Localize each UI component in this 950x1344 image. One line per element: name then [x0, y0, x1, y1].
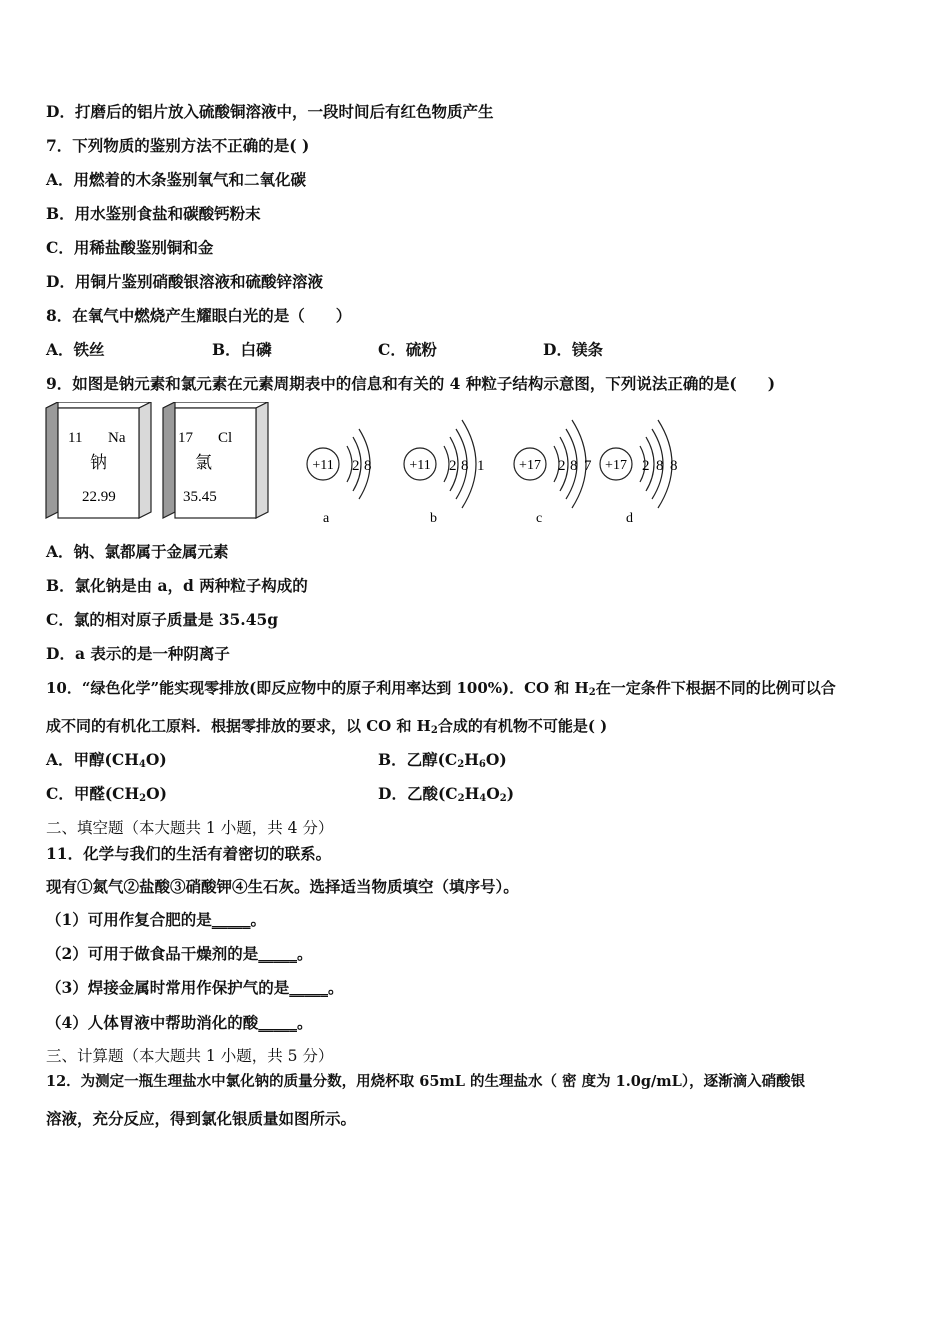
q9-figure: [44, 402, 694, 532]
q10-option-c: C．甲醛$(CH_2O)$: [46, 784, 167, 804]
na-symbol: Na: [108, 430, 126, 446]
particle-b-shell-1: 2: [449, 458, 457, 474]
particle-c: [514, 420, 592, 526]
q7-option-c: C．用稀盐酸鉴别铜和金: [46, 238, 214, 257]
element-card-chlorine: [163, 402, 268, 518]
particle-a-nucleus: +11: [312, 458, 334, 473]
q12-stem-line-1: 12．为测定一瓶生理盐水中氯化钠的质量分数，用烧杯取 65mL 的生理盐水（ 密 度为 1.0g/mL），逐渐滴入硝酸银: [46, 1073, 806, 1090]
particle-a-label: a: [323, 511, 330, 526]
particle-b-shell-3: 1: [477, 458, 485, 474]
q11-item-1: （1）可用作复合肥的是_____。: [46, 910, 267, 929]
q11-item-3: （3）焊接金属时常用作保护气的是_____。: [46, 978, 344, 997]
q8-stem: 8．在氧气中燃烧产生耀眼白光的是（ ）: [46, 306, 352, 325]
q9-option-d: D．a 表示的是一种阴离子: [46, 644, 230, 663]
q6-option-d: D．打磨后的铝片放入硫酸铜溶液中，一段时间后有红色物质产生: [46, 102, 494, 121]
particle-b-shell-2: 8: [461, 458, 469, 474]
q8-option-d: D．镁条: [543, 340, 603, 359]
q10-stem-line-2: 成不同的有机化工原料．根据零排放的要求，以 CO 和 $H_2$合成的有机物不可能是( ): [46, 717, 608, 736]
q9-option-b: B．氯化钠是由 a，d 两种粒子构成的: [46, 576, 308, 595]
q8-option-a: A．铁丝: [46, 340, 105, 359]
particle-c-shell-3: 7: [584, 458, 592, 474]
q7-option-b: B．用水鉴别食盐和碳酸钙粉末: [46, 204, 261, 223]
section-2-title: 二、填空题（本大题共 1 小题，共 4 分）: [46, 819, 334, 837]
q12-stem-line-2: 溶液，充分反应，得到氯化银质量如图所示。: [46, 1109, 357, 1128]
cl-name: 氯: [195, 453, 212, 472]
cl-symbol: Cl: [218, 430, 233, 446]
q10-option-d: D．乙酸$(C_2H_4O_2)$: [378, 784, 515, 804]
particle-c-label: c: [536, 511, 543, 526]
q10-stem-line-1: 10．“绿色化学”能实现零排放(即反应物中的原子利用率达到 100%)．CO 和 $H_2$在一定条件下根据不同的比例可以合: [46, 679, 836, 698]
cl-atomic-number: 17: [178, 430, 193, 446]
cl-mass: 35.45: [183, 489, 217, 505]
particle-b: [404, 420, 485, 526]
na-atomic-number: 11: [68, 430, 83, 446]
q10-option-b: B．乙醇$(C_2H_6O)$: [378, 750, 507, 770]
q11-intro: 现有①氮气②盐酸③硝酸钾④生石灰。选择适当物质填空（填序号）。: [46, 877, 519, 896]
q11-item-2: （2）可用于做食品干燥剂的是_____。: [46, 944, 313, 963]
q9-option-a: A．钠、氯都属于金属元素: [46, 542, 229, 561]
element-card-sodium: [46, 402, 151, 518]
q9-stem: 9．如图是钠元素和氯元素在元素周期表中的信息和有关的 4 种粒子结构示意图，下列说法正确的是( ): [46, 374, 776, 393]
particle-c-shell-2: 8: [570, 458, 578, 474]
particle-c-nucleus: +17: [519, 458, 541, 473]
na-mass: 22.99: [82, 489, 116, 505]
particle-d-shell-3: 8: [670, 458, 678, 474]
particle-b-label: b: [430, 511, 437, 526]
q8-option-c: C．硫粉: [378, 340, 437, 359]
particle-d-label: d: [626, 511, 633, 526]
section-3-title: 三、计算题（本大题共 1 小题，共 5 分）: [46, 1047, 334, 1065]
q7-stem: 7．下列物质的鉴别方法不正确的是( ): [46, 136, 310, 155]
particle-a-shell-1: 2: [352, 458, 360, 474]
particle-d-shell-2: 8: [656, 458, 664, 474]
particle-a: [307, 429, 372, 526]
q9-option-c: C．氯的相对原子质量是 35.45g: [46, 610, 279, 629]
na-name: 钠: [90, 453, 107, 472]
particle-c-shell-1: 2: [558, 458, 566, 474]
q7-option-a: A．用燃着的木条鉴别氧气和二氧化碳: [46, 170, 307, 189]
particle-d-nucleus: +17: [605, 458, 627, 473]
particle-b-nucleus: +11: [409, 458, 431, 473]
particle-a-shell-2: 8: [364, 458, 372, 474]
q8-option-b: B．白磷: [212, 340, 272, 359]
particle-d-shell-1: 2: [642, 458, 650, 474]
q10-option-a: A．甲醇$(CH_4O)$: [46, 750, 167, 770]
q11-item-4: （4）人体胃液中帮助消化的酸_____。: [46, 1013, 313, 1032]
q11-stem: 11．化学与我们的生活有着密切的联系。: [46, 844, 332, 863]
particle-d: [600, 420, 678, 526]
q7-option-d: D．用铜片鉴别硝酸银溶液和硫酸锌溶液: [46, 272, 323, 291]
